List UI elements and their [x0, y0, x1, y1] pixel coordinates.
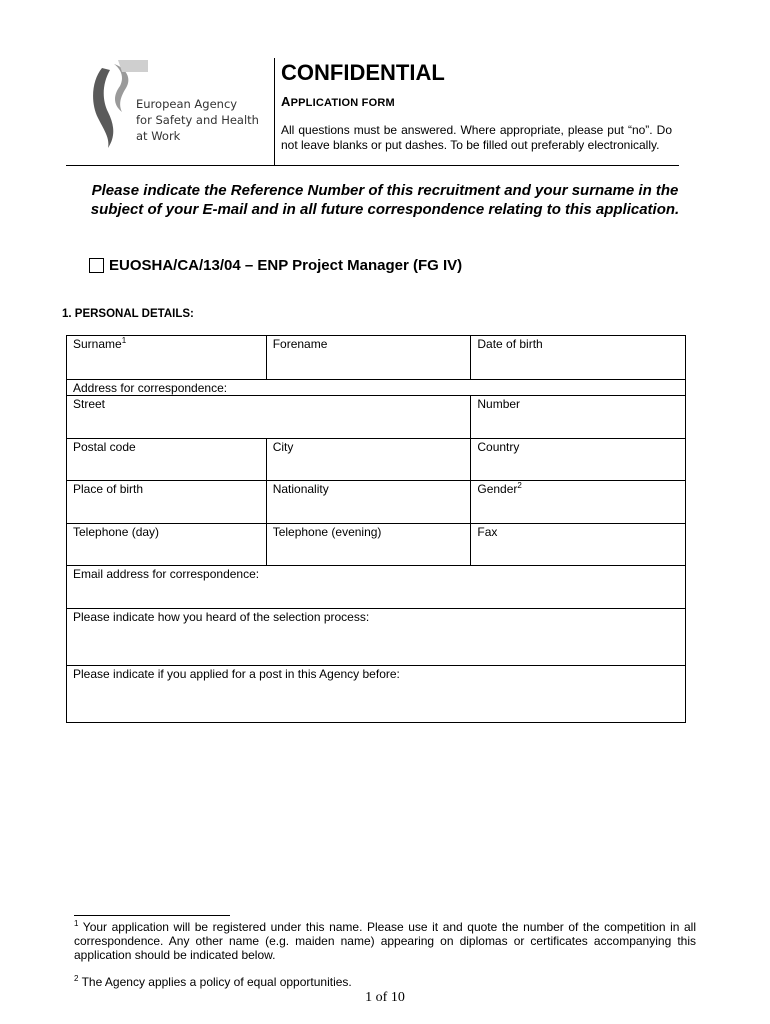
reference-notice: Please indicate the Reference Number of this recruitment and your surname in the subject of your E-mail and in all future correspondence relating to this application.: [90, 182, 680, 218]
city-field[interactable]: [266, 439, 471, 481]
nationality-label: Nationality: [272, 482, 329, 496]
fax-field[interactable]: [471, 524, 686, 566]
street-label: Street: [73, 397, 106, 411]
gender-field[interactable]: [471, 481, 686, 524]
gender-footnote-ref: 2: [517, 481, 522, 490]
post-label: EUOSHA/CA/13/04 – ENP Project Manager (FG IV): [109, 257, 463, 274]
form-instructions: All questions must be answered. Where appropriate, please put “no”. Do not leave blanks or put dashes. To be filled out preferably electronically.: [281, 123, 672, 152]
post-option[interactable]: [89, 257, 462, 274]
forename-field[interactable]: [266, 336, 471, 380]
postal-code-field[interactable]: [67, 439, 267, 481]
address-heading-row: [67, 380, 686, 396]
surname-label: Surname: [73, 337, 122, 351]
telephone-evening-field[interactable]: [266, 524, 471, 566]
telephone-evening-label: Telephone (evening): [272, 525, 382, 539]
forename-label: Forename: [272, 337, 328, 351]
surname-field[interactable]: [67, 336, 267, 380]
section-title: 1. PERSONAL DETAILS:: [62, 308, 194, 320]
number-label: Number: [477, 397, 521, 411]
telephone-day-label: Telephone (day): [73, 525, 160, 539]
fax-label: Fax: [477, 525, 498, 539]
footnote-2-text: The Agency applies a policy of equal opportunities.: [78, 975, 352, 989]
surname-footnote-ref: 1: [121, 336, 127, 345]
street-field[interactable]: [67, 396, 471, 439]
place-of-birth-label: Place of birth: [73, 482, 144, 496]
postal-code-label: Postal code: [73, 440, 136, 454]
header-divider-vertical: [274, 58, 275, 165]
country-field[interactable]: [471, 439, 686, 481]
post-checkbox[interactable]: [89, 258, 104, 273]
country-label: Country: [477, 440, 520, 454]
page-number: 1 of 10: [365, 990, 405, 1005]
header-divider-horizontal: [66, 165, 679, 166]
footnote-separator: [74, 915, 230, 916]
footnote-1-text: Your application will be registered under this name. Please use it and quote the number of the competition in all correspondence. Any other name (e.g. maiden name) appearing on diplomas or certificates accompanying this application should be indicated below.: [74, 920, 696, 962]
form-subtitle: [281, 94, 395, 109]
agency-logo: [88, 60, 268, 160]
date-of-birth-field[interactable]: [471, 336, 686, 380]
telephone-day-field[interactable]: [67, 524, 267, 566]
personal-details-table: [66, 335, 686, 723]
applied-before-label: Please indicate if you applied for a post in this Agency before:: [73, 667, 400, 681]
page-title: CONFIDENTIAL: [281, 60, 445, 85]
email-label: Email address for correspondence:: [73, 567, 260, 581]
city-label: City: [272, 440, 294, 454]
address-heading: Address for correspondence:: [73, 381, 228, 395]
footnote-2-mark: 2: [74, 974, 79, 983]
form-subtitle-rest: PPLICATION FORM: [290, 97, 395, 109]
place-of-birth-field[interactable]: [67, 481, 267, 524]
form-subtitle-initial: A: [281, 94, 291, 109]
footnote-1-mark: 1: [74, 919, 79, 928]
date-of-birth-label: Date of birth: [477, 337, 543, 351]
agency-logo-text: European Agency for Safety and Health at Work: [136, 97, 259, 143]
footnote-2: [74, 975, 352, 989]
email-field[interactable]: [67, 566, 686, 609]
number-field[interactable]: [471, 396, 686, 439]
heard-field[interactable]: [67, 609, 686, 666]
applied-before-field[interactable]: [67, 666, 686, 723]
heard-label: Please indicate how you heard of the selection process:: [73, 610, 370, 624]
gender-label: Gender: [477, 482, 518, 496]
nationality-field[interactable]: [266, 481, 471, 524]
footnote-1: [74, 920, 696, 962]
